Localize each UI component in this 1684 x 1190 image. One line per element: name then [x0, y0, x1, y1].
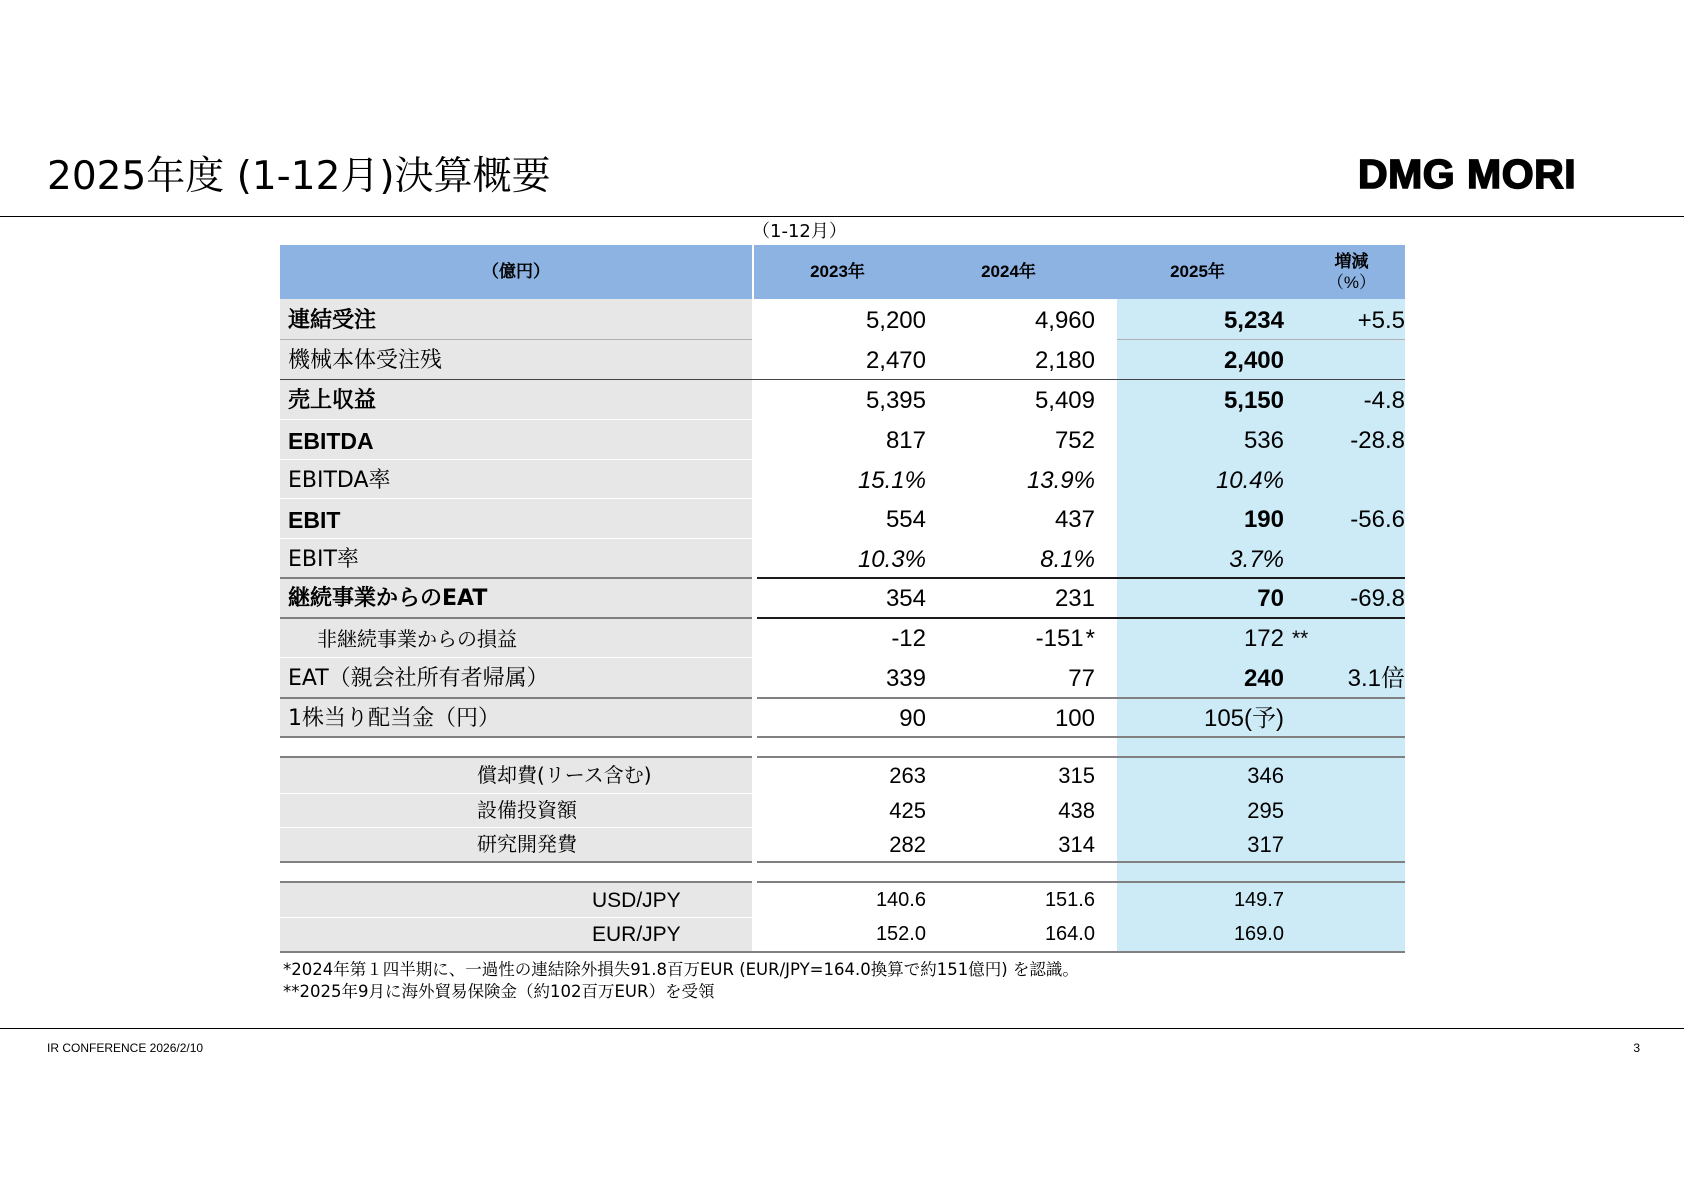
value-change: -28.8: [1350, 427, 1405, 454]
value-change: 3.1倍: [1347, 665, 1405, 692]
value-2023: 425: [889, 798, 926, 823]
value-2023: 5,200: [865, 307, 926, 334]
value-2024: 77: [1068, 665, 1095, 692]
table-row: [280, 883, 1405, 918]
value-2024: 164.0: [1044, 923, 1095, 945]
header-divider: [752, 245, 754, 299]
value-2023: 90: [899, 705, 926, 732]
table-row: [280, 793, 1405, 828]
header-2024: 2024年: [981, 262, 1036, 281]
section-divider: [757, 861, 1405, 863]
value-2024: 5,409: [1034, 387, 1095, 414]
period-label: （1-12月）: [752, 221, 847, 242]
row-label: 1株当り配当金（円）: [288, 706, 500, 731]
value-2024: 437: [1054, 506, 1095, 533]
table-row: [280, 619, 1405, 659]
table-row: [280, 579, 1405, 619]
company-logo: DMG MORI: [1358, 151, 1577, 197]
value-2023: 140.6: [875, 889, 926, 911]
value-2025: 149.7: [1233, 889, 1284, 911]
value-2023: 15.1%: [857, 467, 926, 494]
row-divider: [280, 657, 752, 658]
value-2023: 282: [889, 832, 926, 857]
row-label: EBIT率: [288, 547, 359, 572]
header-change-unit: （%）: [1326, 273, 1377, 292]
value-2024: 8.1%: [1040, 546, 1095, 573]
table-row: [280, 540, 1405, 580]
value-2023: 10.3%: [857, 546, 926, 573]
value-2024: 100: [1054, 705, 1095, 732]
header-unit: （億円）: [482, 262, 550, 281]
page-number: 3: [1633, 1041, 1640, 1055]
value-change: +5.5: [1357, 307, 1405, 334]
value-2023: 152.0: [875, 923, 926, 945]
row-divider: [757, 577, 1405, 579]
value-change: -56.6: [1350, 506, 1405, 533]
value-2023: 339: [885, 665, 926, 692]
value-change: -4.8: [1363, 387, 1405, 414]
value-2025: 3.7%: [1229, 546, 1284, 573]
row-label: 研究開発費: [477, 832, 577, 856]
value-2024: 4,960: [1034, 307, 1095, 334]
value-2024: 438: [1058, 798, 1095, 823]
row-label: EUR/JPY: [592, 923, 681, 946]
row-label: EBIT: [288, 507, 341, 533]
table-row: [280, 301, 1405, 341]
row-label: 非継続事業からの損益: [317, 627, 517, 651]
table-row: [280, 827, 1405, 862]
value-2024: 315: [1058, 763, 1095, 788]
row-divider: [280, 577, 752, 579]
header-change: [1298, 251, 1405, 293]
table-row: [280, 381, 1405, 421]
value-2023: 2,470: [865, 347, 926, 374]
footnote: **2025年9月に海外貿易保険金（約102百万EUR）を受領: [283, 982, 715, 1001]
value-2025: 317: [1247, 832, 1284, 857]
value-2024-number: -151: [1035, 625, 1084, 652]
row-label: 償却費(リース含む): [477, 763, 652, 787]
header-2025: 2025年: [1170, 262, 1225, 281]
value-2024: 314: [1058, 832, 1095, 857]
row-label: 機械本体受注残: [288, 348, 443, 373]
value-2024: [939, 619, 1095, 659]
value-change: -69.8: [1350, 585, 1405, 612]
value-2024: 752: [1054, 427, 1095, 454]
row-divider: [757, 697, 1405, 699]
row-divider: [280, 379, 1405, 380]
header-change-label: 増減: [1334, 252, 1369, 271]
footnote-marker: **: [1292, 627, 1309, 650]
value-2023: 5,395: [865, 387, 926, 414]
section-divider: [280, 951, 1405, 953]
table-row: [280, 758, 1405, 793]
row-label: EBITDA: [288, 428, 374, 454]
row-divider: [280, 419, 752, 420]
row-divider: [1117, 339, 1405, 340]
value-2023: 554: [885, 506, 926, 533]
row-divider: [757, 617, 1405, 619]
table-row: [280, 699, 1405, 739]
footnote-marker: *: [1085, 625, 1095, 652]
table-row: [280, 917, 1405, 952]
row-divider: [280, 459, 752, 460]
value-2025: 10.4%: [1215, 467, 1284, 494]
header-2023: 2023年: [810, 262, 865, 281]
value-2023: -12: [891, 625, 926, 652]
table-row: [280, 659, 1405, 699]
row-label: EBITDA率: [288, 468, 391, 493]
row-label: USD/JPY: [592, 889, 681, 912]
row-label: 設備投資額: [477, 798, 577, 822]
row-label: [288, 659, 549, 699]
row-divider: [280, 617, 752, 619]
title-divider: [0, 216, 1684, 217]
value-2025: 536: [1243, 427, 1284, 454]
value-2024: 13.9%: [1026, 467, 1095, 494]
value-2025: 295: [1247, 798, 1284, 823]
row-label-text: EAT（親会社所有者帰属）: [288, 666, 549, 691]
value-2025: 5,234: [1223, 307, 1284, 334]
footer-divider: [0, 1028, 1684, 1029]
value-2025: 70: [1257, 585, 1284, 612]
table-header: [280, 245, 1405, 299]
row-label: 連結受注: [288, 308, 377, 333]
row-divider: [757, 736, 1405, 738]
table-row: [280, 421, 1405, 461]
footnote: *2024年第１四半期に、一過性の連結除外損失91.8百万EUR (EUR/JPY=164.0換算で約151億円) を認識。: [283, 960, 1079, 979]
value-2024: 231: [1054, 585, 1095, 612]
value-2025: 190: [1243, 506, 1284, 533]
value-2025: 2,400: [1223, 347, 1284, 374]
row-divider: [280, 736, 752, 738]
value-2025: 240: [1243, 665, 1284, 692]
value-2023: 263: [889, 763, 926, 788]
row-label: 売上収益: [288, 388, 377, 413]
value-2025: 105(予): [1203, 705, 1284, 732]
table-row: [280, 500, 1405, 540]
table-row: [280, 341, 1405, 381]
table-row: [280, 461, 1405, 501]
footer-event-date: IR CONFERENCE 2026/2/10: [47, 1041, 204, 1055]
row-divider: [280, 538, 752, 539]
value-2025: 172: [1243, 625, 1284, 652]
value-2025: 5,150: [1223, 387, 1284, 414]
value-2025: 169.0: [1233, 923, 1284, 945]
row-divider: [280, 697, 752, 699]
value-2023: 354: [885, 585, 926, 612]
value-2024: 151.6: [1044, 889, 1095, 911]
section-divider: [280, 861, 752, 863]
value-2025: 346: [1247, 763, 1284, 788]
page-title: 2025年度 (1-12月)決算概要: [47, 154, 551, 199]
row-divider: [280, 339, 752, 340]
value-2024: 2,180: [1034, 347, 1095, 374]
value-2023: 817: [885, 427, 926, 454]
row-divider: [280, 498, 752, 499]
row-label: 継続事業からのEAT: [288, 586, 488, 611]
